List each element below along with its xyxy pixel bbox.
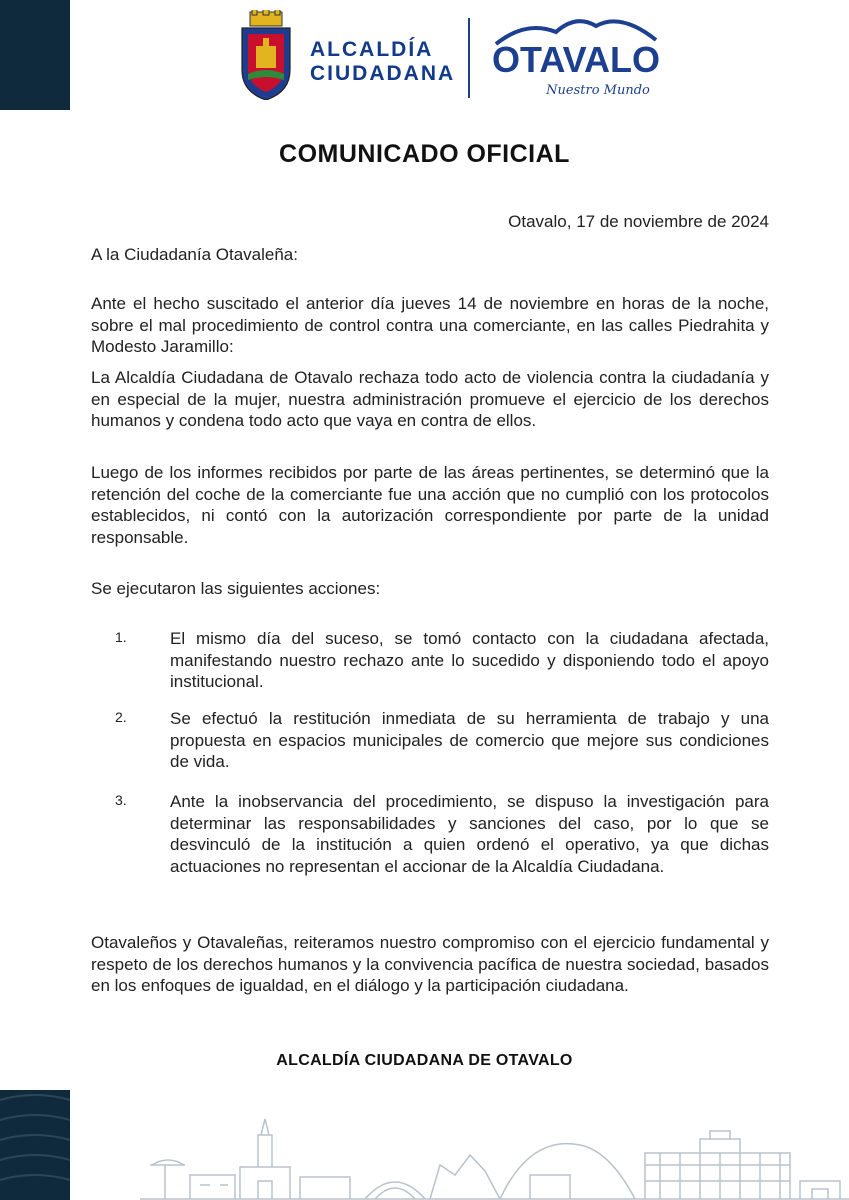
date-line: Otavalo, 17 de noviembre de 2024	[508, 212, 769, 231]
alcaldia-logo-text	[310, 38, 455, 86]
action-text: Ante la inobservancia del procedimiento, se dispuso la investigación para determinar las responsabilidades y sanciones del caso, por lo que se desvinculó de la institución a quien ordenó el operativo, ya que dichas actuaciones no representan el accionar de la Alcaldía Ciudadana.	[170, 792, 769, 876]
coat-of-arms-icon	[236, 10, 296, 100]
document-title: COMUNICADO OFICIAL	[279, 140, 570, 168]
alcaldia-logo-line2: CIUDADANA	[310, 62, 456, 85]
paragraph-incident: Ante el hecho suscitado el anterior día jueves 14 de noviembre en horas de la noche, sobre el mal procedimiento de control contra una comerciante, en las calles Piedrahita y Modesto Jaramillo:	[91, 294, 769, 356]
header-divider	[468, 18, 470, 98]
decorative-side-bar-top	[0, 0, 70, 110]
page-header	[230, 10, 670, 100]
otavalo-logo-tagline: Nuestro Mundo	[546, 83, 650, 98]
otavalo-logo-text: OTAVALO	[492, 39, 660, 80]
paragraph-rejection: La Alcaldía Ciudadana de Otavalo rechaza todo acto de violencia contra la ciudadanía y en especial de la mujer, nuestra administración promueve el ejercicio de los derechos humanos y condena todo acto que vaya en contra de ellos.	[91, 368, 769, 430]
otavalo-logo-icon	[486, 10, 666, 100]
salutation: A la Ciudadanía Otavaleña:	[91, 245, 298, 264]
decorative-side-bar-bottom	[0, 1090, 70, 1200]
paragraph-findings: Luego de los informes recibidos por parte de las áreas pertinentes, se determinó que la retención del coche de la comerciante fue una acción que no cumplió con los protocolos establecidos, ni contó con la autorización correspondiente por parte de la unidad responsable.	[91, 463, 769, 547]
city-skyline-illustration	[140, 1105, 849, 1200]
signature: ALCALDÍA CIUDADANA DE OTAVALO	[276, 1052, 573, 1069]
paragraph-actions-intro: Se ejecutaron las siguientes acciones:	[91, 579, 381, 598]
alcaldia-logo-line1: ALCALDÍA	[310, 38, 434, 61]
paragraph-commitment: Otavaleños y Otavaleñas, reiteramos nuestro compromiso con el ejercicio fundamental y respeto de los derechos humanos y la convivencia pacífica de nuestra sociedad, basados en los enfoques de igualdad, en el diálogo y la participación ciudadana.	[91, 933, 769, 995]
action-text: El mismo día del suceso, se tomó contacto con la ciudadana afectada, manifestando nuestro rechazo ante lo sucedido y disponiendo todo el apoyo institucional.	[170, 629, 769, 691]
action-number: 3.	[115, 792, 127, 808]
action-number: 1.	[115, 629, 127, 645]
wave-pattern-icon	[0, 1090, 70, 1200]
action-text: Se efectuó la restitución inmediata de su herramienta de trabajo y una propuesta en espacios municipales de comercio que mejore sus condiciones de vida.	[170, 709, 769, 771]
action-number: 2.	[115, 709, 127, 725]
